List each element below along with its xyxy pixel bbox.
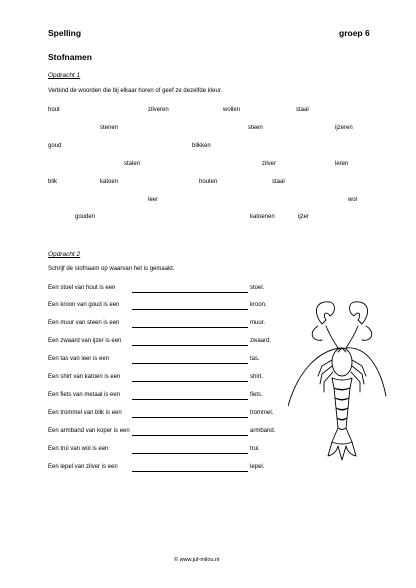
- sentence-suffix: shirt.: [250, 374, 264, 380]
- word-item: stalen: [124, 161, 141, 167]
- answer-line[interactable]: [132, 417, 248, 418]
- answer-line[interactable]: [132, 345, 248, 346]
- sentence-prefix: Een kroon van goud is een: [48, 302, 120, 308]
- word-item: ijzeren: [335, 125, 353, 131]
- sentence-suffix: muur.: [250, 320, 266, 326]
- opdracht1-label: Opdracht 1: [48, 72, 81, 79]
- word-item: blikken: [192, 143, 211, 149]
- word-item: goud: [48, 143, 62, 149]
- word-item: katoen: [100, 179, 119, 185]
- sentence-prefix: Een lepel van zilver is een: [48, 464, 118, 470]
- sentence-suffix: tas.: [250, 356, 260, 362]
- word-item: leer: [148, 197, 159, 203]
- word-item: katoenen: [250, 214, 275, 220]
- sentence-prefix: Een trommel van blik is een: [48, 410, 122, 416]
- answer-line[interactable]: [132, 309, 248, 310]
- word-item: steen: [248, 125, 263, 131]
- sentence-prefix: Een muur van steen is een: [48, 320, 120, 326]
- sentence-row: [48, 338, 288, 348]
- sentence-prefix: Een armband van koper is een: [48, 428, 130, 434]
- word-item: hout: [48, 107, 60, 113]
- answer-line[interactable]: [132, 292, 248, 293]
- answer-line[interactable]: [132, 471, 248, 472]
- word-item: houten: [199, 179, 218, 185]
- sentence-suffix: armband.: [250, 428, 276, 434]
- answer-line[interactable]: [132, 327, 248, 328]
- lobster-illustration: [288, 296, 388, 476]
- page-title: Stofnamen: [48, 52, 92, 62]
- answer-line[interactable]: [132, 381, 248, 382]
- footer-copyright: © www.juf-milou.nl: [174, 557, 220, 563]
- sentence-row: [48, 392, 288, 402]
- grade-label: groep 6: [339, 28, 370, 38]
- sentence-row: [48, 410, 288, 420]
- sentence-row: [48, 374, 288, 384]
- word-item: wollen: [223, 107, 241, 113]
- sentence-row: [48, 464, 288, 474]
- word-item: staal: [272, 179, 285, 185]
- sentence-row: [48, 428, 288, 438]
- sentence-row: [48, 356, 288, 366]
- word-item: gouden: [75, 214, 96, 220]
- sentence-suffix: fiets.: [250, 392, 263, 398]
- answer-line[interactable]: [132, 363, 248, 364]
- word-item: ijzer: [298, 214, 310, 220]
- word-item: wol: [348, 197, 358, 203]
- answer-line[interactable]: [132, 435, 248, 436]
- sentence-prefix: Een trui van wol is een: [48, 446, 109, 452]
- word-item: leren: [335, 161, 349, 167]
- answer-line[interactable]: [132, 453, 248, 454]
- sentence-row: [48, 285, 288, 295]
- sentence-row: [48, 302, 288, 312]
- sentence-row: [48, 320, 288, 330]
- word-item: blik: [48, 179, 58, 185]
- subject-label: Spelling: [48, 28, 82, 38]
- word-item: stenen: [100, 125, 119, 131]
- sentence-suffix: kroon.: [250, 302, 267, 308]
- sentence-prefix: Een fiets van metaal is een: [48, 392, 121, 398]
- opdracht2-instruction: Schrijf de stofnaam op waarvan het is gemaakt.: [48, 266, 175, 272]
- sentence-prefix: Een stoel van hout is een: [48, 285, 116, 291]
- answer-line[interactable]: [132, 399, 248, 400]
- sentence-suffix: trommel.: [250, 410, 274, 416]
- word-item: staal: [296, 107, 309, 113]
- antenna-left: [288, 348, 340, 406]
- sentence-suffix: lepel.: [250, 464, 265, 470]
- sentence-suffix: trui.: [250, 446, 261, 452]
- sentence-suffix: zwaard.: [250, 338, 272, 344]
- sentence-prefix: Een shirt van katoen is een: [48, 374, 121, 380]
- word-item: zilver: [262, 161, 277, 167]
- sentence-row: [48, 446, 288, 456]
- sentence-prefix: Een zwaard van ijzer is een: [48, 338, 122, 344]
- opdracht2-label: Opdracht 2: [48, 251, 81, 258]
- word-item: zilveren: [148, 107, 169, 113]
- antenna-right: [346, 348, 386, 396]
- sentence-suffix: stoel.: [250, 285, 265, 291]
- opdracht1-instruction: Verbind de woorden die bij elkaar horen of geef ze dezelfde kleur.: [48, 88, 223, 94]
- sentence-prefix: Een tas van leer is een: [48, 356, 110, 362]
